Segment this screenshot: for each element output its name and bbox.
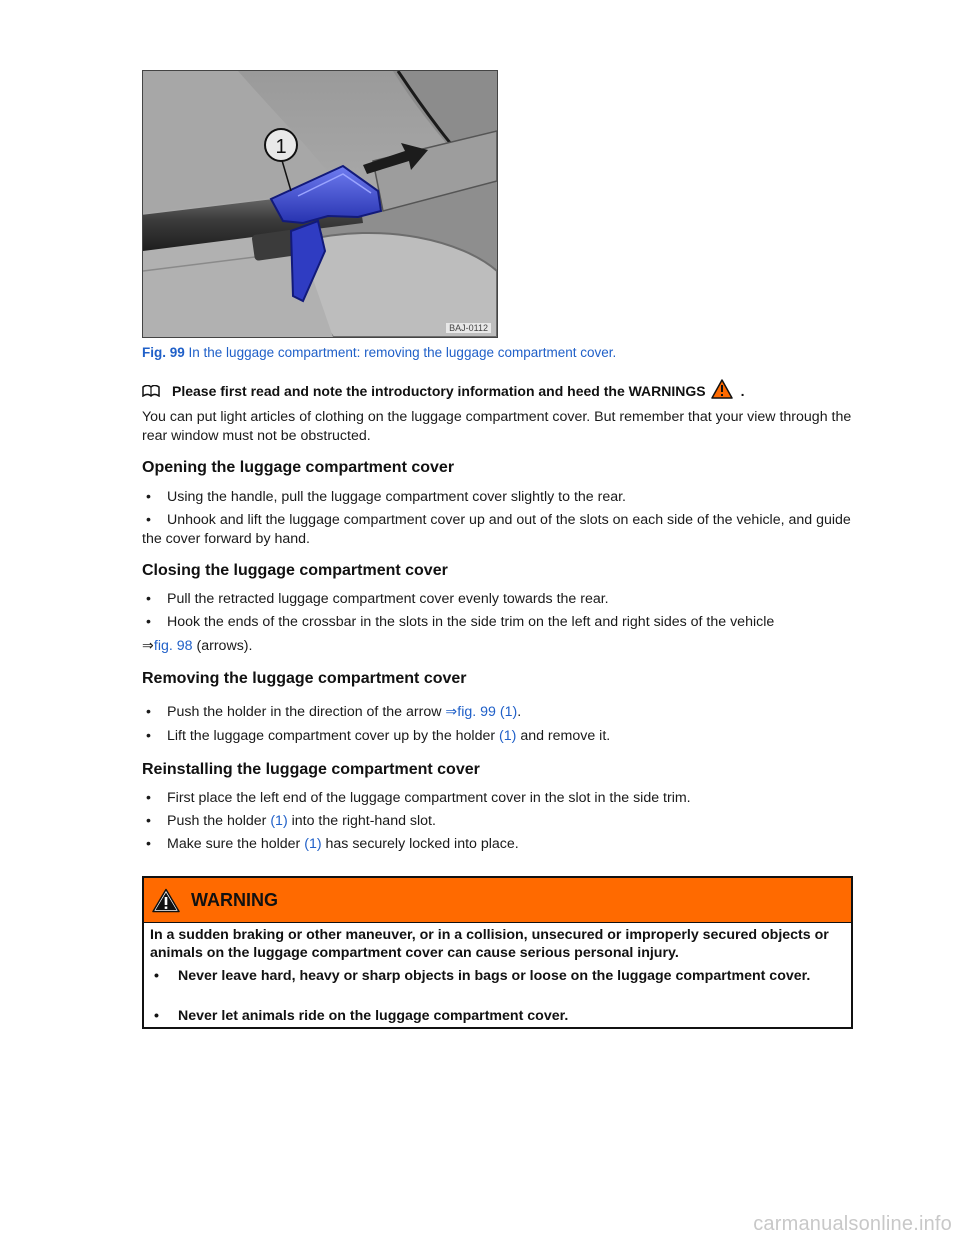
- removing-step-1-suffix: .: [517, 704, 522, 720]
- bullet-dot: •: [154, 968, 159, 984]
- bullet-dot: •: [146, 813, 151, 829]
- bullet-dot: •: [146, 836, 151, 852]
- fig-99-link[interactable]: ⇒fig. 99 (1): [445, 704, 518, 720]
- figure-callout-1: 1: [275, 136, 287, 158]
- reinstalling-step-1: [142, 789, 854, 808]
- opening-step-1-text: Using the handle, pull the luggage compartment cover slightly to the rear.: [167, 489, 626, 505]
- opening-step-1: [142, 488, 854, 507]
- bullet-dot: •: [146, 790, 151, 806]
- closing-step-1-text: Pull the retracted luggage compartment cover evenly towards the rear.: [167, 591, 609, 607]
- warning-text: In a sudden braking or other maneuver, or in a collision, unsecured or improperly secured objects or animals on the luggage compartment cover can cause serious personal injury.: [150, 927, 829, 961]
- intro-text: Please first read and note the introductory information and heed the WARNINGS: [172, 383, 706, 399]
- figure-number: Fig. 99: [142, 345, 185, 360]
- warning-item-1: [150, 967, 840, 985]
- heading-closing: Closing the luggage compartment cover: [142, 562, 448, 579]
- warning-box: [142, 876, 853, 1029]
- holder-1-link[interactable]: (1): [304, 836, 322, 852]
- bullet-dot: •: [146, 704, 151, 720]
- bullet-dot: •: [146, 591, 151, 607]
- book-icon: [142, 385, 160, 397]
- closing-step-2-text: Hook the ends of the crossbar in the slots in the side trim on the left and right sides of the vehicle: [167, 614, 775, 630]
- removing-step-2-suffix: and remove it.: [516, 728, 611, 744]
- warning-triangle-icon: [152, 888, 180, 913]
- reinstalling-step-3: [142, 835, 854, 854]
- heading-opening: Opening the luggage compartment cover: [142, 459, 455, 476]
- removing-step-1-text: Push the holder in the direction of the arrow: [167, 704, 446, 720]
- figure-99-image: [142, 70, 498, 338]
- reinstalling-step-1-text: First place the left end of the luggage compartment cover in the slot in the side trim.: [167, 790, 691, 806]
- warning-item-1-text: Never leave hard, heavy or sharp objects in bags or loose on the luggage compartment cover.: [178, 968, 811, 984]
- luggage-cover-illustration: [143, 71, 497, 337]
- warning-item-2: [150, 1007, 840, 1025]
- reinstalling-step-2-suffix: into the right-hand slot.: [287, 813, 436, 829]
- closing-step-2: [142, 613, 854, 632]
- reinstalling-step-3-suffix: has securely locked into place.: [321, 836, 519, 852]
- bullet-dot: •: [154, 1008, 159, 1024]
- warning-title: WARNING: [191, 889, 278, 910]
- heading-reinstalling: Reinstalling the luggage compartment cover: [142, 761, 480, 778]
- reinstalling-step-2-text: Push the holder: [167, 813, 271, 829]
- figure-code: BAJ-0112: [446, 323, 491, 333]
- bullet-dot: •: [146, 489, 151, 505]
- reinstalling-step-2: [142, 812, 854, 831]
- heading-removing: Removing the luggage compartment cover: [142, 670, 467, 687]
- bullet-dot: •: [146, 728, 151, 744]
- watermark: carmanualsonline.info: [753, 1213, 952, 1235]
- bullet-dot: •: [146, 512, 151, 528]
- opening-step-2: [142, 511, 854, 549]
- removing-step-2-text: Lift the luggage compartment cover up by the holder: [167, 728, 500, 744]
- ref-arrow: ⇒: [142, 638, 154, 654]
- ref-suffix: (arrows).: [192, 638, 253, 654]
- warning-item-2-text: Never let animals ride on the luggage compartment cover.: [178, 1008, 569, 1024]
- closing-figure-ref: [142, 637, 854, 656]
- holder-1-link[interactable]: (1): [499, 728, 517, 744]
- warning-triangle-icon[interactable]: [711, 379, 733, 399]
- intro-note: [142, 381, 745, 401]
- holder-1-link[interactable]: (1): [270, 813, 288, 829]
- closing-step-1: [142, 590, 854, 609]
- intro-suffix: .: [740, 383, 745, 399]
- intro-paragraph: You can put light articles of clothing on the luggage compartment cover. But remember that your view through the rear window must not be obstructed.: [142, 409, 852, 444]
- removing-step-1: [142, 703, 854, 722]
- figure-caption-text: In the luggage compartment: removing the luggage compartment cover.: [188, 345, 617, 360]
- removing-step-2: [142, 727, 854, 746]
- bullet-dot: •: [146, 614, 151, 630]
- opening-step-2-text: Unhook and lift the luggage compartment cover up and out of the slots on each side of the vehicle, and guide the cover forward by hand.: [142, 512, 851, 547]
- fig-98-link[interactable]: fig. 98: [153, 638, 193, 654]
- warning-header: [144, 878, 851, 923]
- reinstalling-step-3-text: Make sure the holder: [167, 836, 305, 852]
- figure-caption: [142, 345, 616, 360]
